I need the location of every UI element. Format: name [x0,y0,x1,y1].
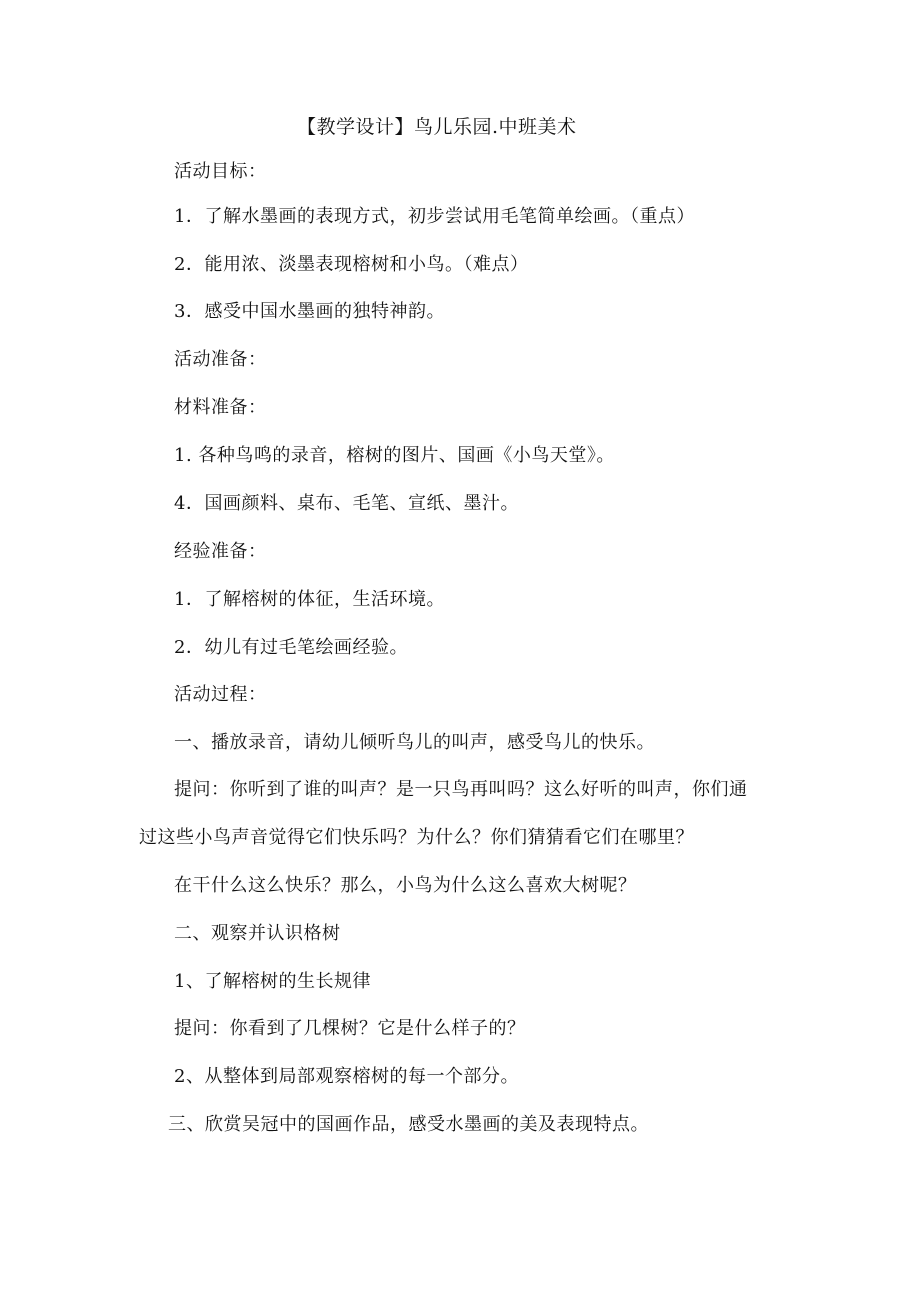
experience-item-2: 2．幼儿有过毛笔绘画经验。 [174,637,408,658]
goal-item-1: 1．了解水墨画的表现方式，初步尝试用毛笔简单绘画。（重点） [174,206,695,227]
heading-activity-process: 活动过程： [174,684,267,705]
material-item-1: 1. 各种鸟鸣的录音，榕树的图片、国画《小鸟天堂》。 [174,445,615,466]
document-title: 【教学设计】鸟儿乐园.中班美术 [297,116,577,138]
process-step-2-item-1: 1、了解榕树的生长规律 [174,971,371,992]
process-question-line-1: 提问：你听到了谁的叫声？是一只鸟再叫吗？这么好听的叫声，你们通 [174,779,748,800]
experience-item-1: 1．了解榕树的体征，生活环境。 [174,589,445,610]
heading-experience-prep: 经验准备： [174,541,267,562]
process-question-line-2: 过这些小鸟声音觉得它们快乐吗？为什么？你们猜猜看它们在哪里？ [139,827,694,848]
process-step-2-question: 提问：你看到了几棵树？它是什么样子的？ [174,1018,526,1039]
heading-materials-prep: 材料准备： [174,397,267,418]
process-question-line-3: 在干什么这么快乐？那么，小鸟为什么这么喜欢大树呢？ [174,875,637,896]
process-step-3: 三、欣赏吴冠中的国画作品，感受水墨画的美及表现特点。 [168,1114,649,1135]
heading-activity-goals: 活动目标： [174,161,267,182]
process-step-2-item-2: 2、从整体到局部观察榕树的每一个部分。 [174,1066,519,1087]
process-step-1: 一、播放录音，请幼儿倾听鸟儿的叫声，感受鸟儿的快乐。 [174,732,655,753]
goal-item-2: 2．能用浓、淡墨表现榕树和小鸟。（难点） [174,254,529,275]
goal-item-3: 3．感受中国水墨画的独特神韵。 [174,301,445,322]
process-step-2: 二、观察并认识格树 [174,923,341,944]
heading-activity-prep: 活动准备： [174,349,267,370]
material-item-4: 4．国画颜料、桌布、毛笔、宣纸、墨汁。 [174,493,519,514]
